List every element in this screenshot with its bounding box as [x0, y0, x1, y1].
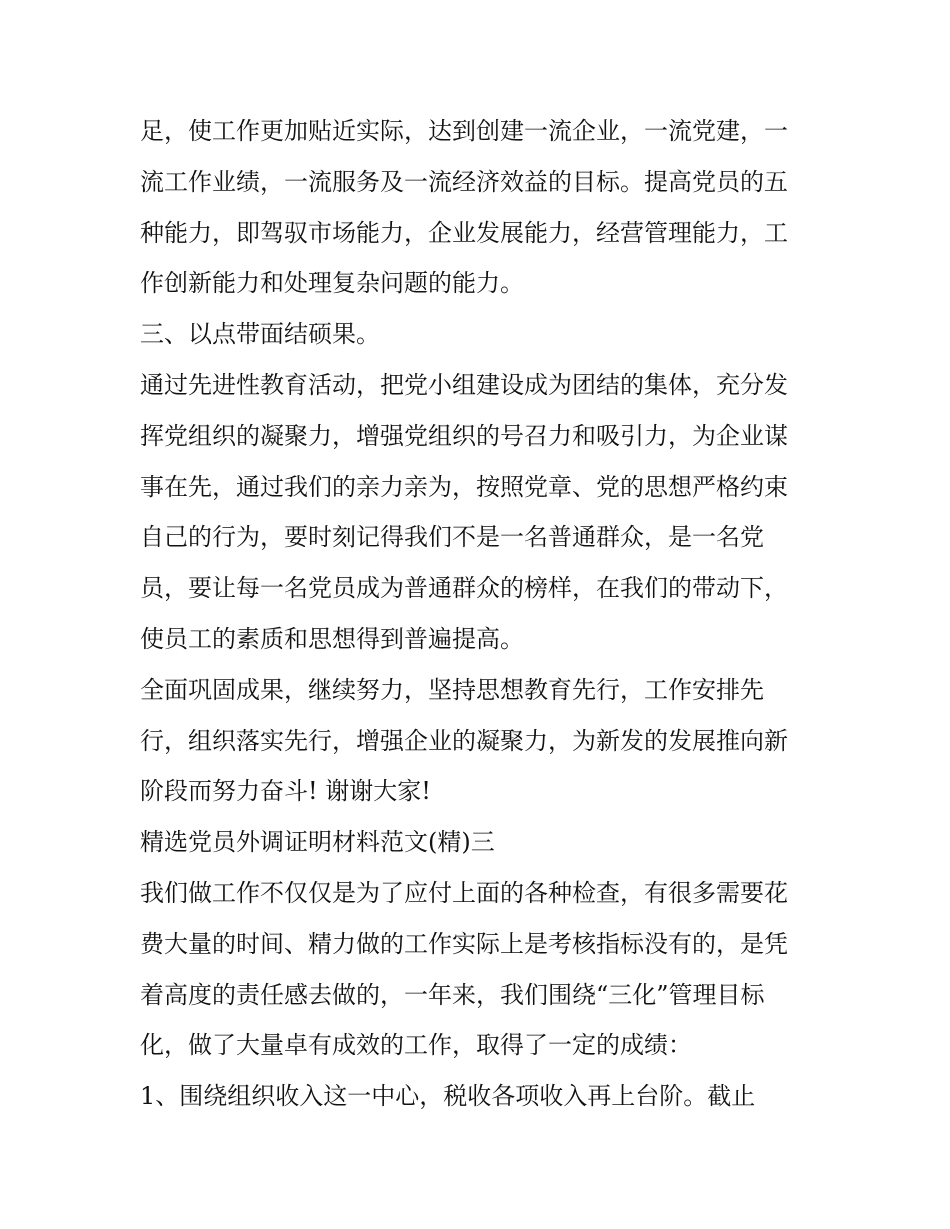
text-line: 事在先，通过我们的亲力亲为，按照党章、党的思想严格约束 [140, 472, 788, 501]
text-line: 使员工的素质和思想得到普遍提高。 [140, 624, 524, 653]
text-line: 作创新能力和处理复杂问题的能力。 [140, 269, 524, 298]
document-body [140, 106, 820, 1122]
text-line: 行，组织落实先行，增强企业的凝聚力，为新发的发展推向新 [140, 726, 788, 755]
text-line: 着高度的责任感去做的，一年来，我们围绕“三化”管理目标 [140, 980, 765, 1009]
text-line: 费大量的时间、精力做的工作实际上是考核指标没有的，是凭 [140, 929, 788, 958]
text-line: 1、围绕组织收入这一中心，税收各项收入再上台阶。截止 [140, 1082, 756, 1111]
section-heading: 三、以点带面结硕果。 [140, 320, 380, 349]
text-line: 自己的行为，要时刻记得我们不是一名普通群众，是一名党 [140, 523, 764, 552]
text-line: 化，做了大量卓有成效的工作，取得了一定的成绩： [140, 1031, 692, 1060]
text-line: 足，使工作更加贴近实际，达到创建一流企业，一流党建，一 [140, 117, 788, 145]
text-line: 流工作业绩，一流服务及一流经济效益的目标。提高党员的五 [140, 167, 788, 196]
text-line: 种能力，即驾驭市场能力，企业发展能力，经营管理能力，工 [140, 218, 788, 247]
section-heading: 精选党员外调证明材料范文(精)三 [140, 828, 495, 857]
text-line: 通过先进性教育活动，把党小组建设成为团结的集体，充分发 [140, 370, 788, 399]
text-line: 挥党组织的凝聚力，增强党组织的号召力和吸引力，为企业谋 [140, 421, 788, 450]
text-line: 阶段而努力奋斗! 谢谢大家! [140, 777, 431, 806]
text-line: 员，要让每一名党员成为普通群众的榜样，在我们的带动下， [140, 574, 788, 603]
text-line: 全面巩固成果，继续努力，坚持思想教育先行，工作安排先 [140, 675, 764, 704]
text-line: 我们做工作不仅仅是为了应付上面的各种检查，有很多需要花 [140, 878, 788, 907]
